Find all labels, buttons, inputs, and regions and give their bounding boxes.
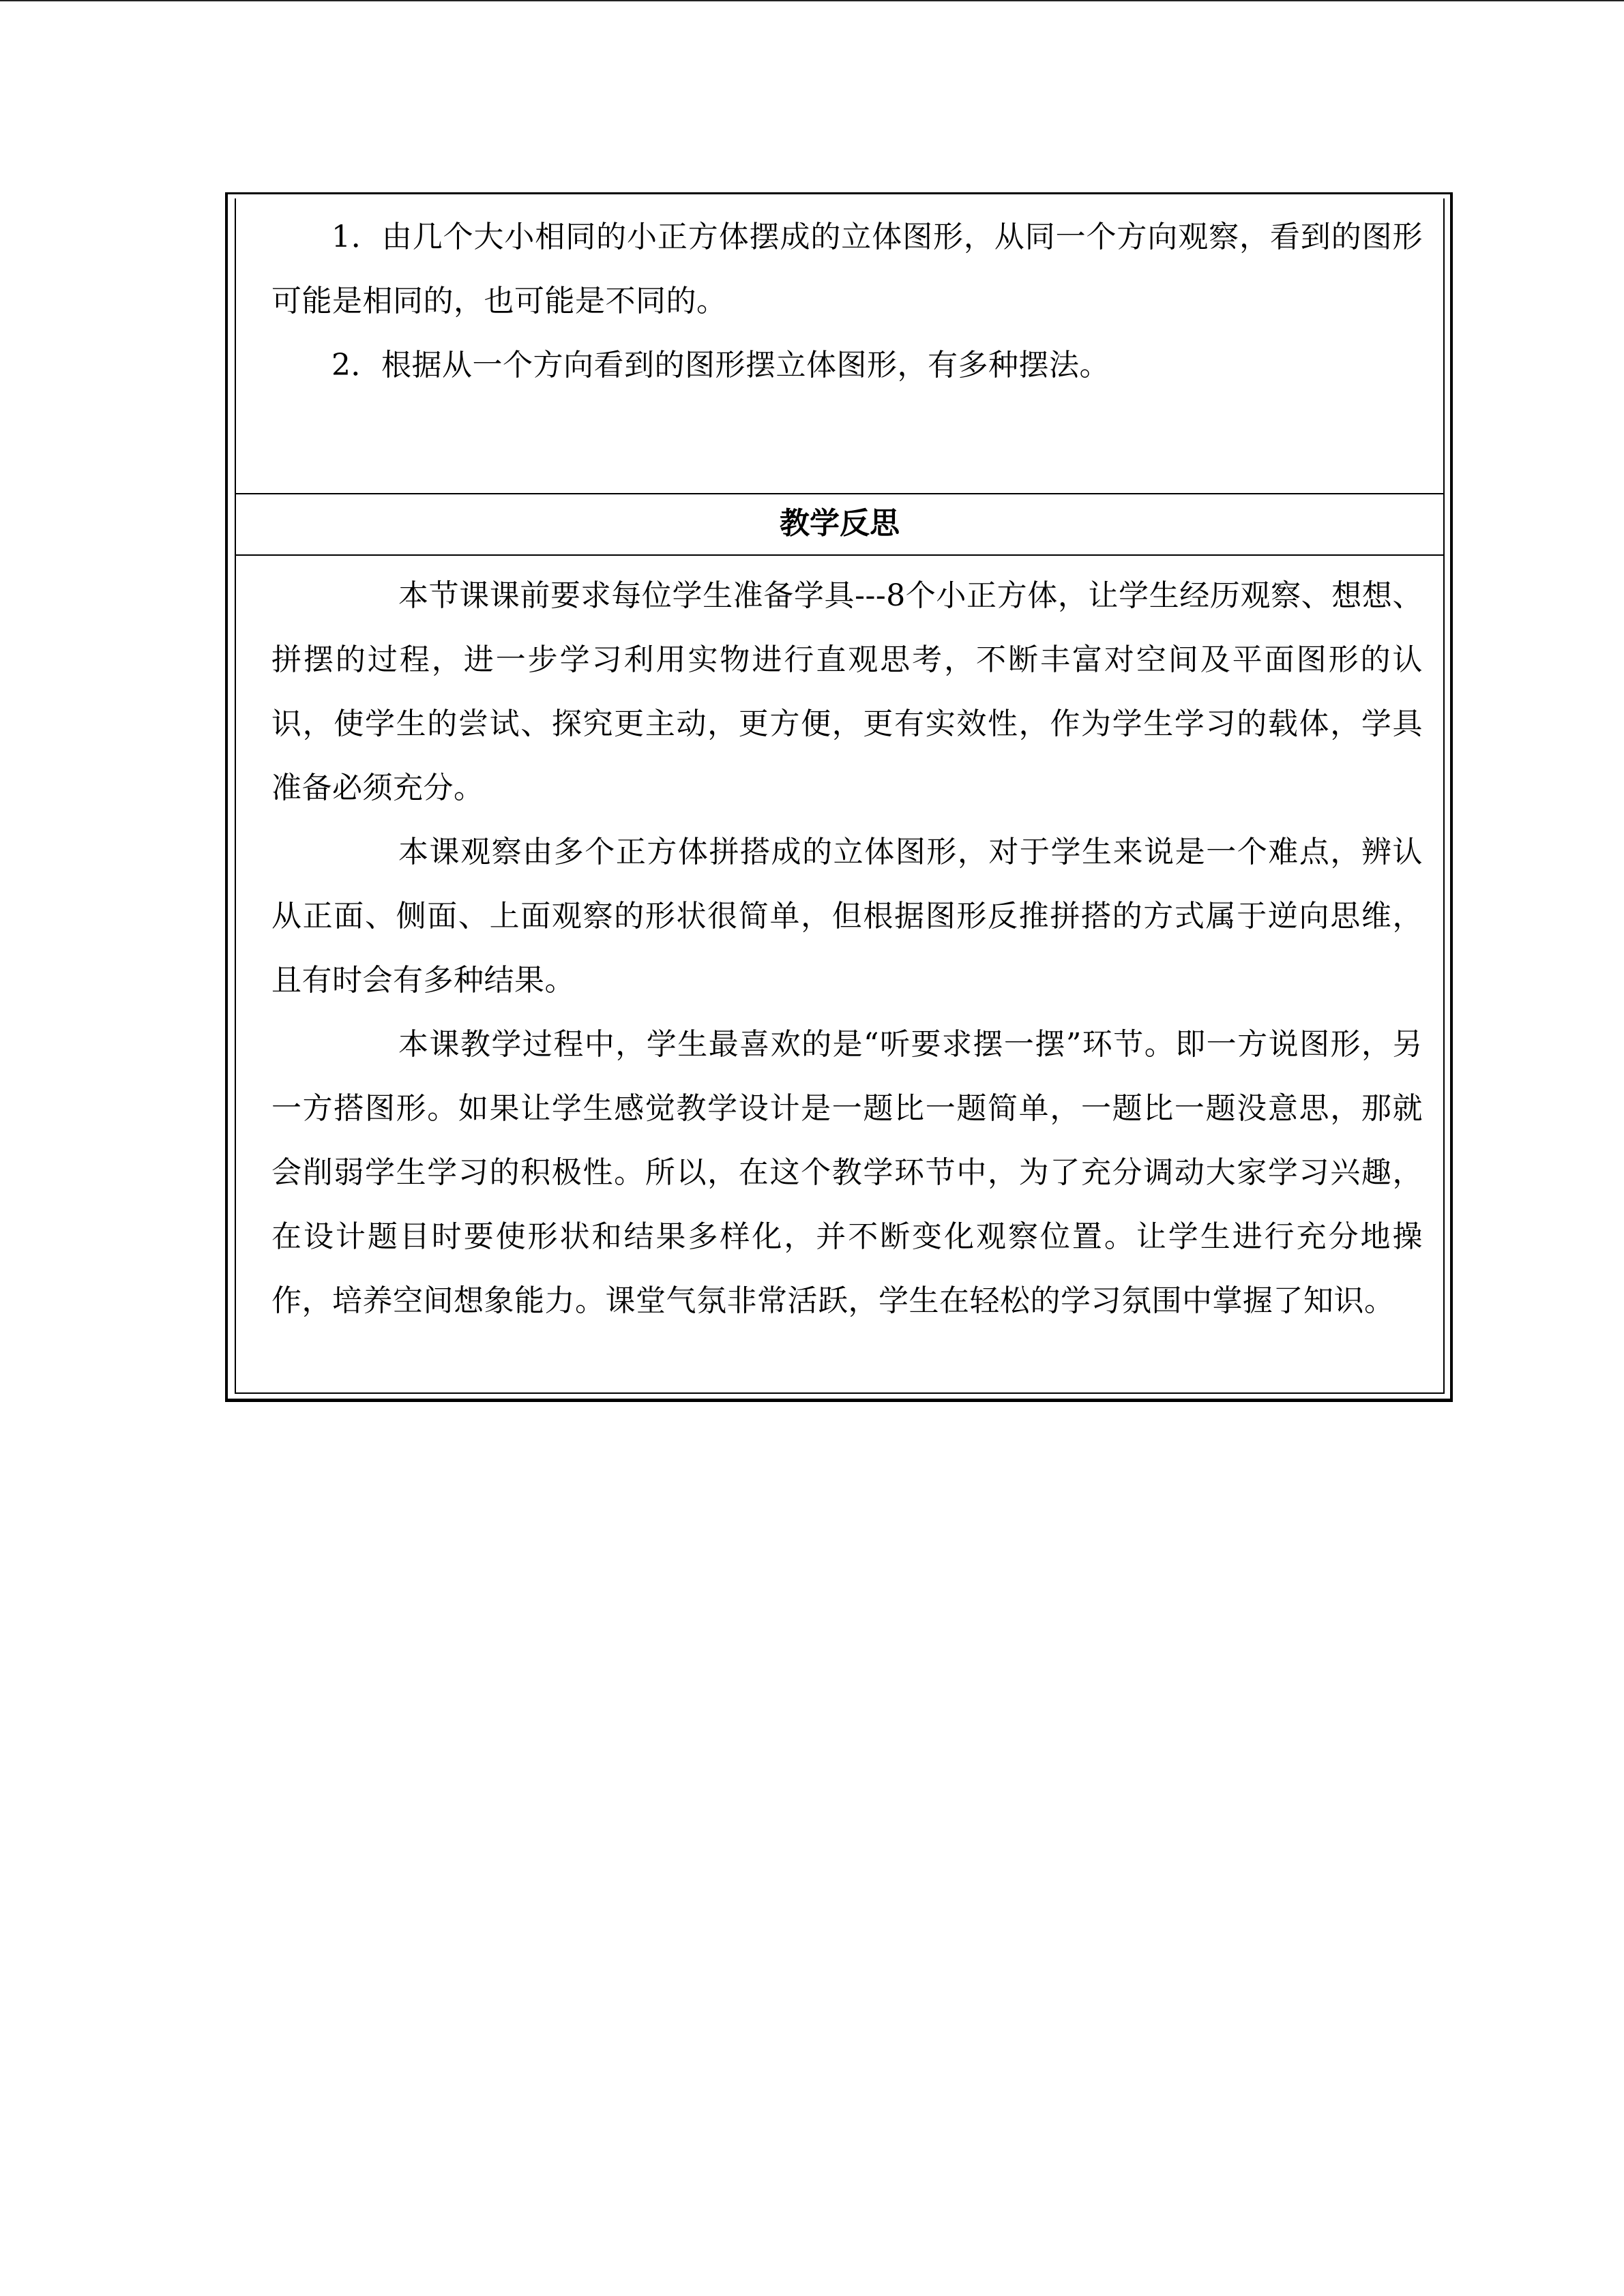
lesson-table	[225, 192, 1453, 1402]
reflection-title: 教学反思	[780, 506, 900, 541]
reflection-paragraph-3: 本课教学过程中，学生最喜欢的是“听要求摆一摆”环节。即一方说图形，另一方搭图形。如果让学生感觉教学设计是一题比一题简单，一题比一题没意思，那就会削弱学生学习的积极性。所以，在这个教学环节中，为了充分调动大家学习兴趣，在设计题目时要使形状和结果多样化，并不断变化观察位置。让学生进行充分地操作，培养空间想象能力。课堂气氛非常活跃，学生在轻松的学习氛围中掌握了知识。	[271, 1027, 1423, 1318]
lesson-table-inner	[235, 198, 1445, 1394]
row-divider-title	[236, 554, 1443, 556]
page-top-rule	[0, 0, 1624, 1]
summary-point-2: 2．根据从一个方向看到的图形摆立体图形，有多种摆法。	[331, 348, 1110, 383]
summary-point-1: 1．由几个大小相同的小正方体摆成的立体图形，从同一个方向观察，看到的图形可能是相同的，也可能是不同的。	[271, 220, 1423, 318]
reflection-paragraph-2: 本课观察由多个正方体拼搭成的立体图形，对于学生来说是一个难点，辨认从正面、侧面、上面观察的形状很简单，但根据图形反推拼搭的方式属于逆向思维，且有时会有多种结果。	[271, 835, 1423, 998]
reflection-paragraph-1: 本节课课前要求每位学生准备学具---8个小正方体，让学生经历观察、想想、拼摆的过程，进一步学习利用实物进行直观思考，不断丰富对空间及平面图形的认识，使学生的尝试、探究更主动，更方便，更有实效性，作为学生学习的载体，学具准备必须充分。	[271, 578, 1423, 805]
